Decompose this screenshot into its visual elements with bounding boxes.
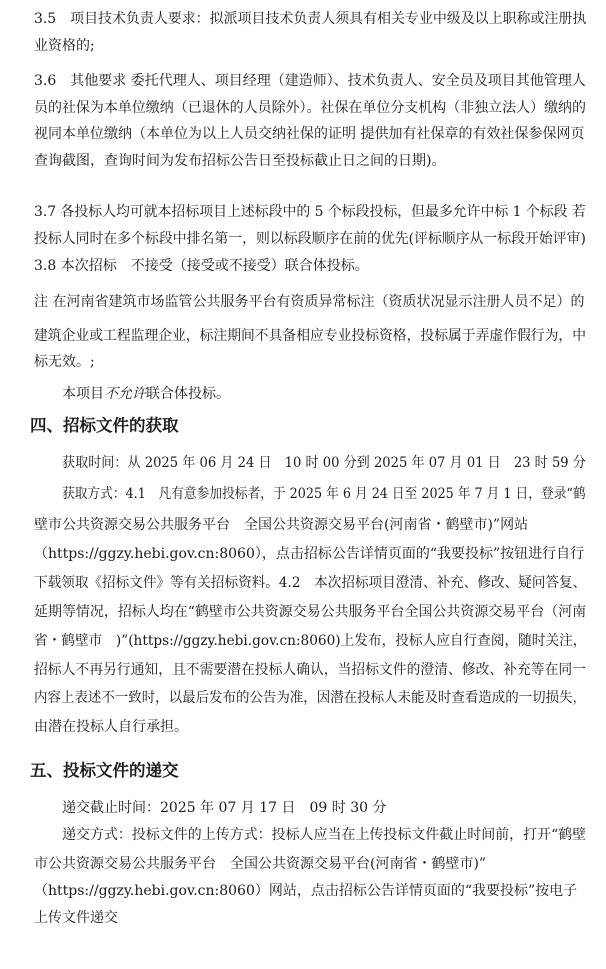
note-line-2: 建筑企业或工程监理企业，标注期间不具备相应专业投标资格，投标属于弄虚作假行为，中 bbox=[34, 328, 586, 344]
clause-3-6-line-3: 视同本单位缴纳（本单位为以上人员交纳社保的证明 提供加有社保章的有效社保参保网页 bbox=[34, 126, 585, 142]
clause-3-6-line-4: 查询截图，查询时间为发布招标公告日至投标截止日之间的日期)。 bbox=[34, 153, 446, 169]
submission-method-line-2: 市公共资源交易公共服务平台 全国公共资源交易平台(河南省・鹤壁市)” bbox=[34, 856, 487, 872]
acquisition-time-value: ：从 2025 年 06 月 24 日 10 时 00 分到 2025 年 07 月 01 日 23 时 59 分 bbox=[114, 455, 586, 471]
submission-deadline bbox=[62, 799, 387, 817]
submission-deadline-value: ：2025 年 07 月 17 日 09 时 30 分 bbox=[146, 800, 387, 816]
acquisition-method-line-2: 壁市公共资源交易公共服务平台 全国公共资源交易平台(河南省・鹤壁市)”网站 bbox=[34, 517, 529, 533]
clause-3-6-line-1: 3.6 其他要求 委托代理人、项目经理（建造师）、技术负责人、安全员及项目其他管理人 bbox=[34, 73, 586, 89]
submission-method-label: 递交方式 bbox=[62, 827, 118, 843]
note-line-1: 注 在河南省建筑市场监管公共服务平台有资质异常标注（资质状况显示注册人员不足）的 bbox=[34, 294, 585, 310]
submission-method-line-1 bbox=[62, 826, 586, 844]
acquisition-time-label: 获取时间 bbox=[62, 455, 115, 471]
acquisition-method-line-8: 内容上表述不一致时，以最后发布的公告为准，因潜在投标人未能及时查看造成的一切损失， bbox=[34, 690, 587, 706]
acquisition-method-line-3: （https://ggzy.hebi.gov.cn:8060），点击招标公告详情页面的“我要投标”按钮进行自行 bbox=[34, 546, 585, 562]
section-4-heading: 四、招标文件的获取 bbox=[30, 416, 179, 435]
acquisition-method-label: 获取方式 bbox=[62, 486, 113, 502]
consortium-emphasis: 不允许 bbox=[104, 386, 146, 402]
acquisition-method-line-5: 延期等情况，招标人均在“鹤壁市公共资源交易公共服务平台全国公共资源交易平台（河南 bbox=[34, 604, 587, 620]
acquisition-method-line-4: 下载领取《招标文件》等有关招标资料。4.2 本次招标项目澄清、补充、修改、疑问答复、 bbox=[34, 575, 587, 591]
clause-3-8: 3.8 本次招标 不接受（接受或不接受）联合体投标。 bbox=[34, 258, 369, 274]
note-line-3: 标无效。; bbox=[34, 354, 95, 370]
acquisition-time bbox=[62, 454, 586, 472]
section-5-heading: 五、投标文件的递交 bbox=[30, 761, 179, 780]
clause-3-5-line-1: 3.5 项目技术负责人要求：拟派项目技术负责人须具有相关专业中级及以上职称或注册执 bbox=[34, 11, 587, 27]
submission-deadline-label: 递交截止时间 bbox=[62, 800, 146, 816]
consortium-post: 联合体投标。 bbox=[146, 386, 230, 402]
clause-3-5-line-2: 业资格的; bbox=[34, 38, 95, 54]
acquisition-method-line-7: 招标人不再另行通知，且不需要潜在投标人确认，当招标文件的澄清、修改、补充等在同一 bbox=[34, 662, 586, 678]
acquisition-method-text-1: ：4.1 凡有意参加投标者，于 2025 年 6 月 24 日至 2025 年 7 月 1 日，登录“鹤 bbox=[112, 486, 586, 502]
clause-3-6-line-2: 员的社保为本单位缴纳（已退休的人员除外）。社保在单位分支机构（非独立法人）缴纳的 bbox=[34, 100, 587, 116]
consortium-pre: 本项目 bbox=[62, 386, 104, 402]
clause-3-7-line-2: 投标人同时在多个标段中排名第一，则以标段顺序在前的优先(评标顺序从一标段开始评审) bbox=[34, 231, 586, 247]
acquisition-method-line-9: 由潜在投标人自行承担。 bbox=[34, 719, 188, 735]
acquisition-method-line-1 bbox=[62, 485, 586, 503]
submission-method-line-4: 上传文件递交 bbox=[34, 910, 118, 926]
acquisition-method-line-6: 省・鹤壁市 )”(https://ggzy.hebi.gov.cn:8060)上发布，投标人应自行查阅，随时关注， bbox=[34, 633, 587, 649]
submission-method-line-3: （https://ggzy.hebi.gov.cn:8060）网站，点击招标公告详情页面的“我要投标”按电子 bbox=[34, 883, 578, 899]
clause-3-7-line-1: 3.7 各投标人均可就本招标项目上述标段中的 5 个标段投标，但最多允许中标 1 个标段 若 bbox=[34, 204, 586, 220]
consortium-statement bbox=[62, 385, 230, 403]
submission-method-text-1: ：投标文件的上传方式：投标人应当在上传投标文件截止时间前，打开“鹤壁 bbox=[117, 827, 587, 843]
